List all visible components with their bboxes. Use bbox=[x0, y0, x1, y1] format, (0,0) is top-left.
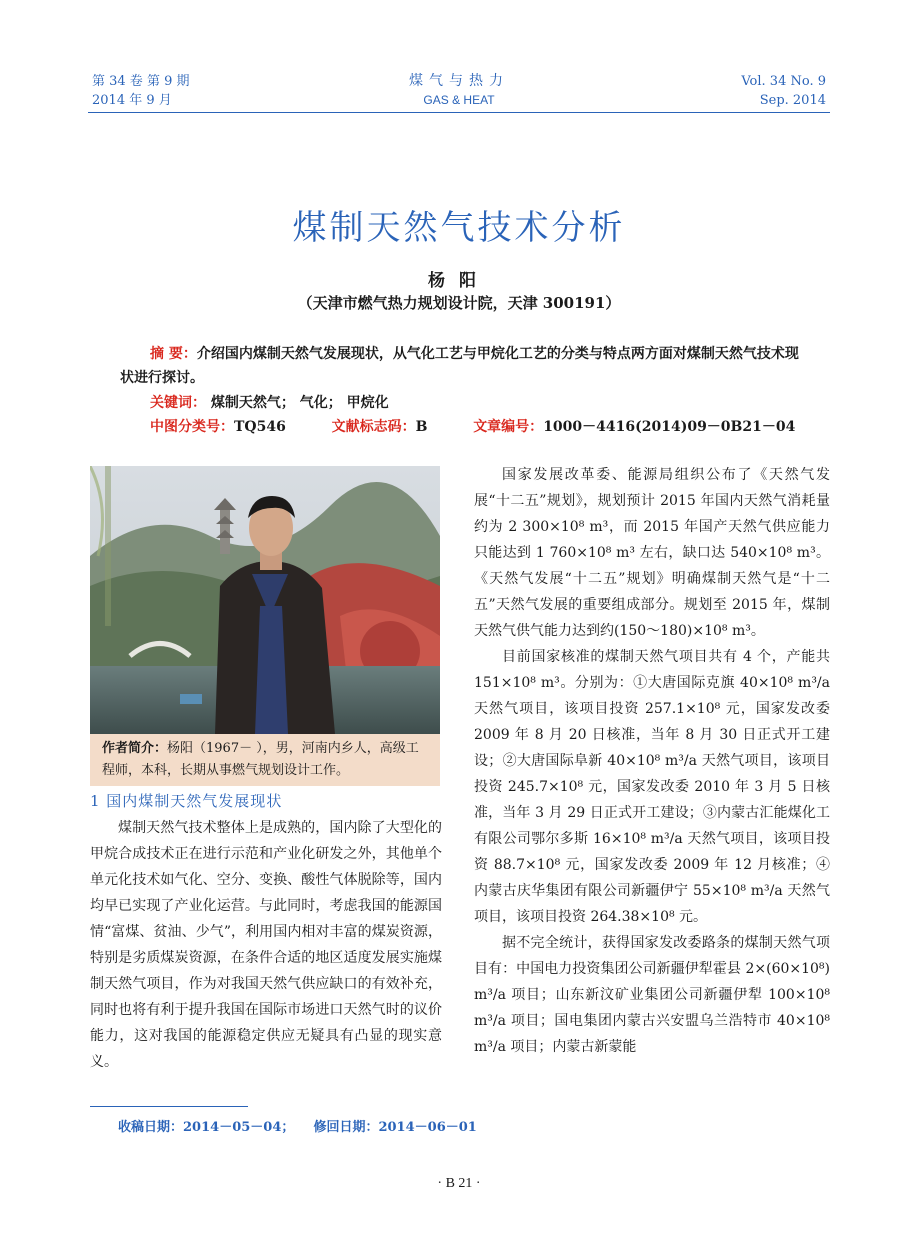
keywords-label: 关键词： bbox=[150, 395, 206, 411]
abstract-label: 摘 要： bbox=[150, 346, 197, 362]
keywords-text: 煤制天然气； 气化； 甲烷化 bbox=[210, 395, 389, 411]
received-label: 收稿日期： bbox=[118, 1120, 184, 1135]
classification-line bbox=[150, 416, 795, 438]
section-1-heading: 1 国内煤制天然气发展现状 bbox=[90, 792, 283, 810]
doc-code-label: 文献标志码： bbox=[331, 419, 416, 435]
revised-date: 2014－06－01 bbox=[378, 1120, 477, 1135]
date-cn: 2014 年 9 月 bbox=[92, 93, 172, 108]
journal-name-en: GAS & HEAT bbox=[423, 93, 495, 107]
author-bio-text: 杨阳（1967－ ），男，河南内乡人，高级工程师，本科，长期从事燃气规划设计工作。 bbox=[102, 741, 419, 778]
author-bio-label: 作者简介： bbox=[102, 741, 168, 756]
date-en: Sep. 2014 bbox=[759, 93, 826, 108]
article-no-label: 文章编号： bbox=[473, 419, 544, 435]
revised-label: 修回日期： bbox=[313, 1120, 379, 1135]
left-column-body bbox=[90, 815, 442, 1075]
clc-label: 中图分类号： bbox=[150, 419, 234, 435]
article-no-value: 1000－4416(2014)09－0B21－04 bbox=[543, 419, 796, 435]
volume-issue-en: Vol. 34 No. 9 bbox=[741, 74, 826, 89]
author-photo-image bbox=[90, 466, 440, 734]
page-number: · B 21 · bbox=[437, 1176, 481, 1191]
paragraph-approved-projects: 目前国家核准的煤制天然气项目共有 4 个，产能共 151×10⁸ m³。分别为：①大唐国际克旗 40×10⁸ m³/a 天然气项目，该项目投资 257.1×10⁸ 元，国家发改委 2009 年 8 月 20 日核准，当年 8 月 30 日正式开工建设；②大唐国际阜新 40×10⁸ m³/a 天然气项目，该项目投资 245.7×10⁸ 元，国家发改委 2010 年 3 月 5 日核准，当年 3 月 29 日正式开工建设；③内蒙古汇能煤化工有限公司鄂尔多斯 16×10⁸ m³/a 天然气项目，该项目投资 88.7×10⁸ 元，国家发改委 2009 年 12 月核准；④内蒙古庆华集团有限公司新疆伊宁 55×10⁸ m³/a 天然气项目，该项目投资 264.38×10⁸ 元。 bbox=[474, 649, 830, 925]
received-date: 2014－05－04； bbox=[183, 1120, 295, 1135]
paragraph-ndrc-projects: 据不完全统计，获得国家发改委路条的煤制天然气项目有：中国电力投资集团公司新疆伊犁霍县 2×(60×10⁸) m³/a 项目；山东新汶矿业集团公司新疆伊犁 100×10⁸ m³/a 项目；国电集团内蒙古兴安盟乌兰浩特市 40×10⁸ m³/a 项目；内蒙古新蒙能 bbox=[474, 935, 830, 1055]
header-divider bbox=[88, 112, 830, 113]
right-column-body bbox=[474, 462, 830, 1060]
author-affiliation: （天津市燃气热力规划设计院，天津 300191） bbox=[297, 294, 621, 312]
article-dates bbox=[118, 1116, 477, 1135]
clc-value: TQ546 bbox=[234, 419, 286, 435]
journal-name-cn: 煤气与热力 bbox=[409, 73, 509, 89]
abstract bbox=[120, 342, 808, 390]
doc-code-value: B bbox=[415, 419, 428, 435]
author-photo bbox=[90, 466, 440, 734]
paragraph-gas-plan: 国家发展改革委、能源局组织公布了《天然气发展“十二五”规划》，规划预计 2015 年国内天然气消耗量约为 2 300×10⁸ m³，而 2015 年国产天然气供应能力只能达到 1 760×10⁸ m³ 左右，缺口达 540×10⁸ m³。《天然气发展“十二五”规划》明确煤制天然气是“十二五”天然气发展的重要组成部分。规划至 2015 年，煤制天然气供气能力达到约(150～180)×10⁸ m³。 bbox=[474, 467, 830, 639]
author-bio bbox=[90, 734, 440, 786]
journal-volume-issue-en bbox=[741, 72, 826, 110]
article-title: 煤制天然气技术分析 bbox=[292, 208, 626, 248]
footnote-divider bbox=[90, 1106, 248, 1107]
author-name: 杨阳 bbox=[428, 271, 490, 291]
volume-issue-cn: 第 34 卷 第 9 期 bbox=[92, 74, 190, 89]
keywords bbox=[150, 392, 389, 414]
section-1-paragraph: 煤制天然气技术整体上是成熟的，国内除了大型化的甲烷合成技术正在进行示范和产业化研发之外，其他单个单元化技术如气化、空分、变换、酸性气体脱除等，国内均早已实现了产业化运营。与此同时，考虑我国的能源国情“富煤、贫油、少气”，利用国内相对丰富的煤炭资源，特别是劣质煤炭资源，在条件合适的地区适度发展实施煤制天然气项目，作为对我国天然气供应缺口的有效补充，同时也将有利于提升我国在国际市场进口天然气时的议价能力，这对我国的能源稳定供应无疑具有凸显的现实意义。 bbox=[90, 820, 442, 1070]
abstract-text: 介绍国内煤制天然气发展现状，从气化工艺与甲烷化工艺的分类与特点两方面对煤制天然气技术现状进行探讨。 bbox=[120, 346, 799, 386]
